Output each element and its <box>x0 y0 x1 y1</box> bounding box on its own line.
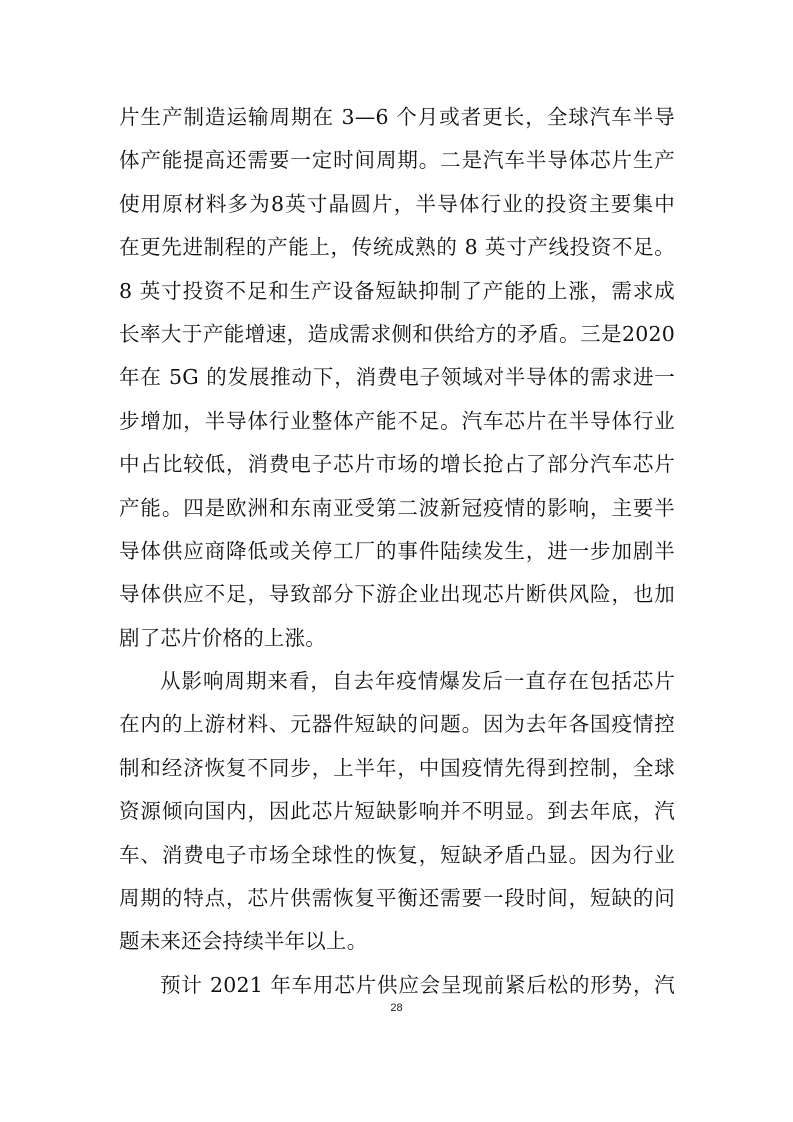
text-line: 资源倾向国内，因此芯片短缺影响并不明显。到去年底，汽 <box>119 799 675 824</box>
text-line: 导体供应商降低或关停工厂的事件陆续发生，进一步加剧半 <box>119 538 675 563</box>
text-line: 8 英寸投资不足和生产设备短缺抑制了产能的上涨，需求成 <box>119 278 675 303</box>
text-line: 中占比较低，消费电子芯片市场的增长抢占了部分汽车芯片 <box>119 452 675 477</box>
page-number: 28 <box>390 1002 403 1014</box>
text-line: 片生产制造运输周期在 3—6 个月或者更长，全球汽车半导 <box>119 105 675 129</box>
text-line: 导体供应不足，导致部分下游企业出现芯片断供风险，也加 <box>119 582 675 607</box>
text-line: 体产能提高还需要一定时间周期。二是汽车半导体芯片生产 <box>119 148 675 173</box>
body-text <box>119 96 675 1007</box>
text-line: 剧了芯片价格的上涨。 <box>119 625 326 650</box>
text-line: 产能。四是欧洲和东南亚受第二波新冠疫情的影响，主要半 <box>119 495 675 520</box>
text-line: 在更先进制程的产能上，传统成熟的 8 英寸产线投资不足。 <box>119 235 675 260</box>
text-line: 题未来还会持续半年以上。 <box>119 929 368 954</box>
paragraph-first-line: 预计 2021 年车用芯片供应会呈现前紧后松的形势，汽 <box>160 972 675 997</box>
text-line: 使用原材料多为8英寸晶圆片，半导体行业的投资主要集中 <box>119 191 675 216</box>
text-line: 年在 5G 的发展推动下，消费电子领域对半导体的需求进一 <box>119 365 675 390</box>
text-line: 在内的上游材料、元器件短缺的问题。因为去年各国疫情控 <box>119 712 675 737</box>
paragraph-first-line: 从影响周期来看，自去年疫情爆发后一直存在包括芯片 <box>160 669 675 694</box>
text-line: 制和经济恢复不同步，上半年，中国疫情先得到控制，全球 <box>119 755 675 780</box>
text-line: 周期的特点，芯片供需恢复平衡还需要一段时间，短缺的问 <box>119 886 675 911</box>
text-line: 车、消费电子市场全球性的恢复，短缺矛盾凸显。因为行业 <box>119 842 675 867</box>
text-line: 长率大于产能增速，造成需求侧和供给方的矛盾。三是2020 <box>119 321 675 346</box>
text-line: 步增加，半导体行业整体产能不足。汽车芯片在半导体行业 <box>119 408 675 433</box>
